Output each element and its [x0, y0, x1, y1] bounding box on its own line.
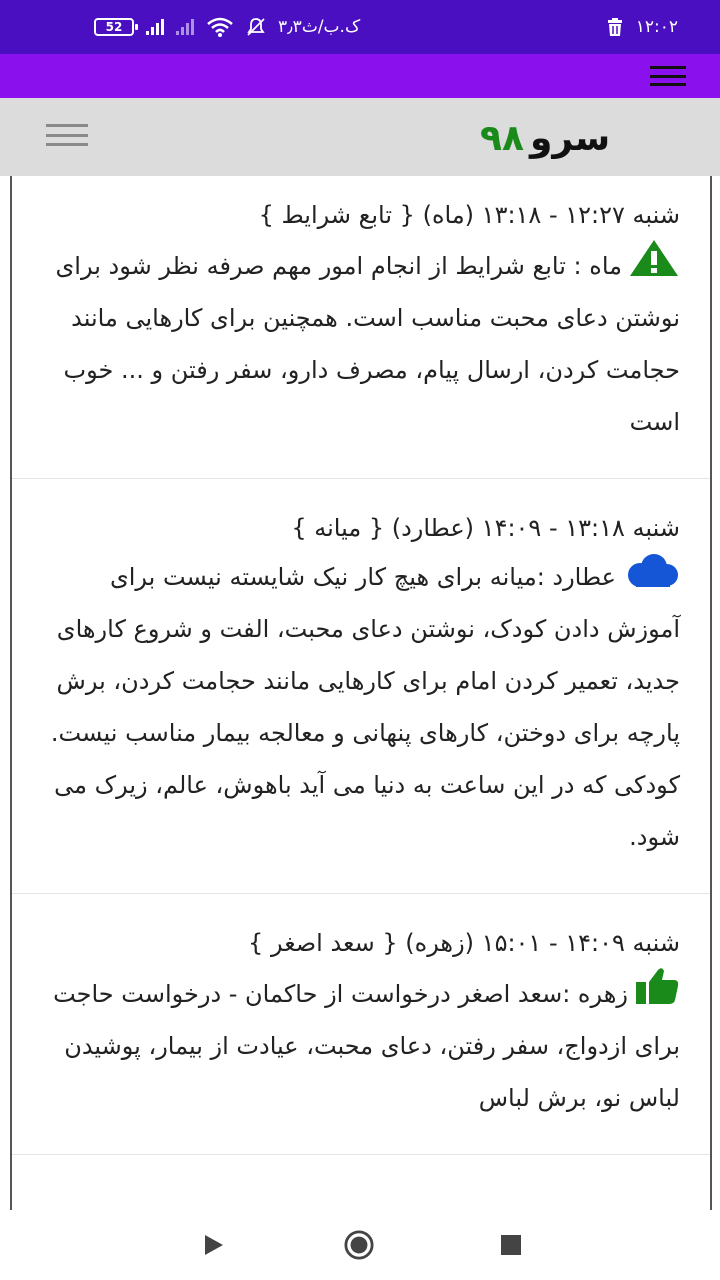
- network-speed: ۳٫۳ک.ب/ث: [278, 17, 361, 37]
- entry-body-text: عطارد :میانه برای هیچ کار نیک شایسته نیست برای آموزش دادن کودک، نوشتن دعای محبت، الفت و شروع کارهای جدید، تعمیر کردن امام برای کارهایی مانند حجامت کردن، برش پارچه برای دوختن، کارهای پنهانی و معالجه بیمار مناسب نیست. کودکی که در این ساعت به دنیا می آید باهوش، عالم، زیرک می شود.: [50, 563, 680, 851]
- signal-secondary-icon: [176, 19, 194, 35]
- list-item: [12, 479, 710, 894]
- signal-icon: [146, 19, 164, 35]
- entry-body: [42, 238, 680, 448]
- brand-logo[interactable]: [480, 112, 610, 164]
- brand-number: ۹۸: [480, 117, 524, 159]
- notifications-muted-icon: [246, 17, 266, 37]
- clock: ۱۲:۰۲: [635, 17, 678, 37]
- site-menu-icon[interactable]: [46, 124, 88, 146]
- entry-body: [42, 966, 680, 1124]
- entry-title: شنبه ۱۲:۲۷ - ۱۳:۱۸ (ماه) { تابع شرایط }: [258, 201, 680, 229]
- status-left-group: [94, 0, 360, 54]
- site-header: [0, 98, 720, 176]
- navigation-bar: [0, 1210, 720, 1280]
- wifi-icon: [206, 17, 234, 37]
- status-bar: [0, 0, 720, 54]
- battery-icon: 52: [94, 18, 134, 36]
- entry-body-text: زهره :سعد اصغر درخواست از حاکمان - درخواست حاجت برای ازدواج، سفر رفتن، دعای محبت، عیادت از بیمار، پوشیدن لباس نو، برش لباس: [53, 980, 680, 1112]
- back-button[interactable]: [198, 1230, 228, 1260]
- home-button[interactable]: [344, 1230, 374, 1260]
- thumbs-up-icon: [634, 966, 680, 1006]
- cloud-icon: [622, 553, 680, 589]
- recents-button[interactable]: [496, 1230, 526, 1260]
- list-item: [12, 176, 710, 479]
- hours-list: [10, 176, 712, 1210]
- circle-icon: [344, 1229, 374, 1261]
- square-icon: [500, 1234, 522, 1256]
- triangle-play-icon: [201, 1233, 225, 1257]
- trash-icon: [606, 17, 624, 37]
- entry-body-text: ماه : تابع شرایط از انجام امور مهم صرفه نظر شود برای نوشتن دعای محبت مناسب است. همچنین برای کارهایی مانند حجامت کردن، ارسال پیام، مصرف دارو، سفر رفتن و ... خوب است: [55, 252, 680, 436]
- warning-icon: [628, 238, 680, 278]
- entry-body: [42, 551, 680, 863]
- app-bar: [0, 54, 720, 98]
- entry-title: شنبه ۱۳:۱۸ - ۱۴:۰۹ (عطارد) { میانه }: [291, 514, 680, 542]
- status-right-group: [606, 0, 678, 54]
- app-menu-icon[interactable]: [650, 66, 686, 86]
- entry-title: شنبه ۱۴:۰۹ - ۱۵:۰۱ (زهره) { سعد اصغر }: [248, 929, 680, 957]
- list-item: [12, 894, 710, 1155]
- brand-word: سرو: [529, 117, 611, 159]
